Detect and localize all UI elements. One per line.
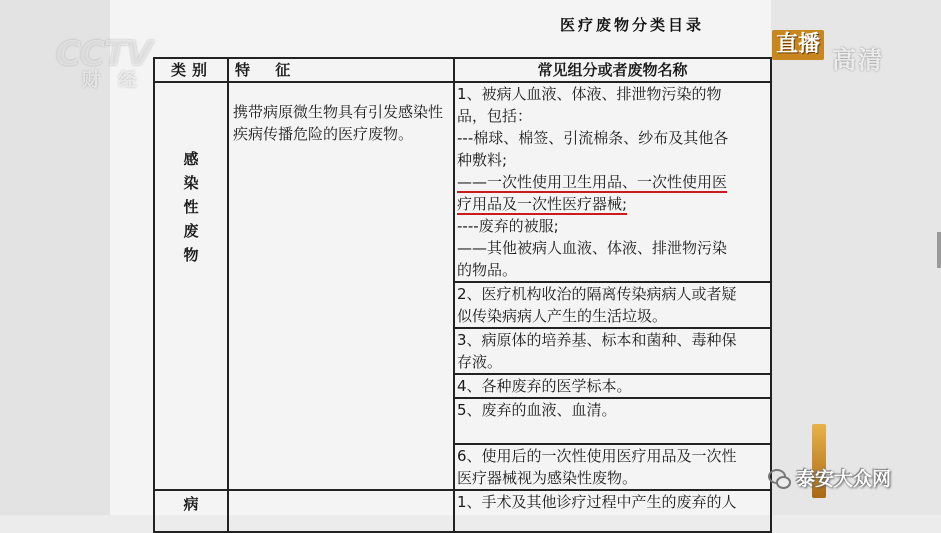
category-label: 病 bbox=[183, 495, 199, 513]
highlighted-text: 疗用品及一次性医疗器械; bbox=[457, 195, 628, 213]
item-cell: 1、手术及其他诊疗过程中产生的废弃的人 bbox=[454, 490, 771, 532]
header-items: 常见组分或者废物名称 bbox=[454, 58, 771, 82]
scrollbar-thumb[interactable] bbox=[937, 232, 941, 268]
feature-text: 携带病原微生物具有引发感染性疾病传播危险的医疗废物。 bbox=[233, 103, 444, 143]
category-cell bbox=[154, 490, 228, 532]
item-cell: 4、各种废弃的医学标本。 bbox=[454, 374, 771, 398]
video-frame-right bbox=[771, 0, 941, 515]
waste-classification-table bbox=[153, 57, 772, 533]
category-cell bbox=[154, 82, 228, 490]
watermark-text: 泰安大众网 bbox=[796, 468, 892, 490]
table-row bbox=[154, 82, 771, 282]
channel-sub-logo: 财 经 bbox=[82, 70, 143, 91]
table-header-row bbox=[154, 58, 771, 82]
feature-cell bbox=[228, 82, 454, 490]
wechat-icon bbox=[768, 469, 790, 487]
live-badge: 直播 bbox=[772, 30, 824, 60]
feature-cell bbox=[228, 490, 454, 532]
hd-badge: 高清 bbox=[832, 46, 884, 74]
highlighted-text: ——一次性使用卫生用品、一次性使用医 bbox=[457, 173, 728, 191]
item-cell: 1、被病人血液、体液、排泄物污染的物 品，包括： ---棉球、棉签、引流棉条、纱布及其他各 种敷料; ——一次性使用卫生用品、一次性使用医 疗用品及一次性医疗器械; ----废弃的被服; ——其他被病人血液、体液、排泄物污染 的物品。 bbox=[454, 82, 771, 282]
header-feature: 特 征 bbox=[228, 58, 454, 82]
watermark bbox=[768, 464, 891, 491]
item-cell: 3、病原体的培养基、标本和菌种、毒种保 存液。 bbox=[454, 328, 771, 374]
item-cell: 6、使用后的一次性使用医疗用品及一次性 医疗器械视为感染性废物。 bbox=[454, 444, 771, 490]
channel-logo: CCTV bbox=[56, 34, 152, 74]
item-cell: 2、医疗机构收治的隔离传染病病人或者疑 似传染病病人产生的生活垃圾。 bbox=[454, 282, 771, 328]
header-category: 类别 bbox=[154, 58, 228, 82]
category-label: 感 染 性 废 物 bbox=[183, 150, 199, 264]
document-title: 医疗废物分类目录 bbox=[560, 16, 705, 34]
item-cell: 5、废弃的血液、血清。 bbox=[454, 398, 771, 444]
table-row bbox=[154, 490, 771, 532]
